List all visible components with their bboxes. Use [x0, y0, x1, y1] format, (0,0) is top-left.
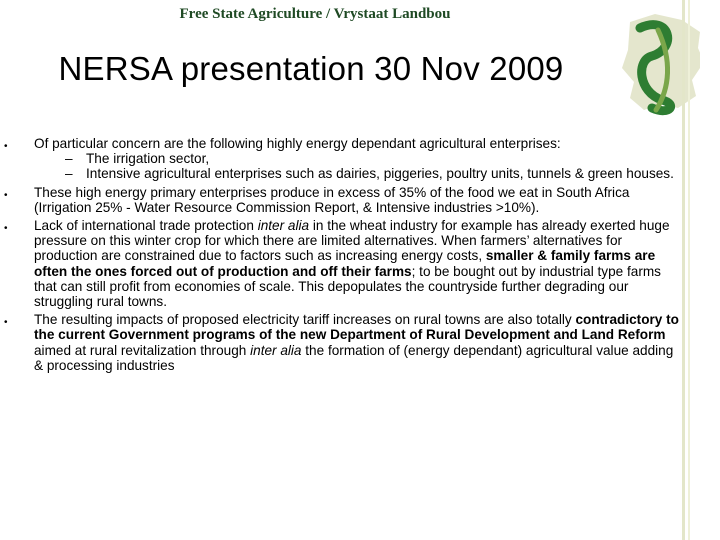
- bullet-item: [4, 218, 686, 310]
- dash-marker: –: [65, 166, 73, 182]
- bullet-marker: •: [4, 317, 8, 329]
- bullet-text-part: ; to be bought out by industrial type farms that can still profit from economies of scale. This depopulates the countryside further degrading our struggling rural towns.: [34, 263, 661, 310]
- bold-phrase: contradictory to the current Government programs of the new Department of Rural Development and Land Reform: [34, 312, 679, 343]
- bullet-marker: •: [4, 141, 8, 152]
- italic-phrase: inter alia: [250, 342, 302, 358]
- italic-phrase: inter alia: [257, 218, 310, 234]
- bullet-text-part: in the wheat industry for example has already exerted huge pressure on this winter crop for which there are limited alternatives. When farmers’ alternatives for production are constrained due to factors such as increasing energy costs,: [34, 218, 670, 264]
- bullet-text-part: the formation of (energy dependant) agricultural value adding & processing industries: [34, 342, 674, 373]
- sub-bullet-item: [34, 151, 686, 166]
- sub-bullet-text: The irrigation sector,: [86, 151, 210, 167]
- dash-marker: –: [65, 151, 73, 167]
- bullet-item: [4, 136, 686, 182]
- bullet-text-part: The resulting impacts of proposed electricity tariff increases on rural towns are also totally: [34, 312, 576, 328]
- bullet-item: [4, 312, 686, 373]
- slide-body: [4, 136, 686, 376]
- bullet-item: [4, 184, 686, 215]
- bullet-text: Of particular concern are the following highly energy dependant agricultural enterprises:: [34, 136, 561, 151]
- bullet-text-part: Lack of international trade protection: [34, 218, 258, 234]
- header-text: Free State Agriculture / Vrystaat Landbou: [179, 6, 451, 22]
- slide-title: NERSA presentation 30 Nov 2009: [58, 50, 564, 87]
- bold-phrase: smaller & family farms are often the ones forced out of production and off their farms: [34, 248, 656, 279]
- sub-bullet-item: [34, 166, 686, 181]
- bullet-marker: •: [4, 189, 8, 201]
- bullet-text: These high energy primary enterprises produce in excess of 35% of the food we eat in South Africa (Irrigation 25% - Water Resource Commission Report, & Intensive industries >10%).: [34, 184, 630, 215]
- bullet-text-part: aimed at rural revitalization through: [34, 342, 251, 358]
- bullet-marker: •: [4, 223, 8, 235]
- sub-bullet-text: Intensive agricultural enterprises such as dairies, piggeries, poultry units, tunnels & green houses.: [86, 166, 674, 182]
